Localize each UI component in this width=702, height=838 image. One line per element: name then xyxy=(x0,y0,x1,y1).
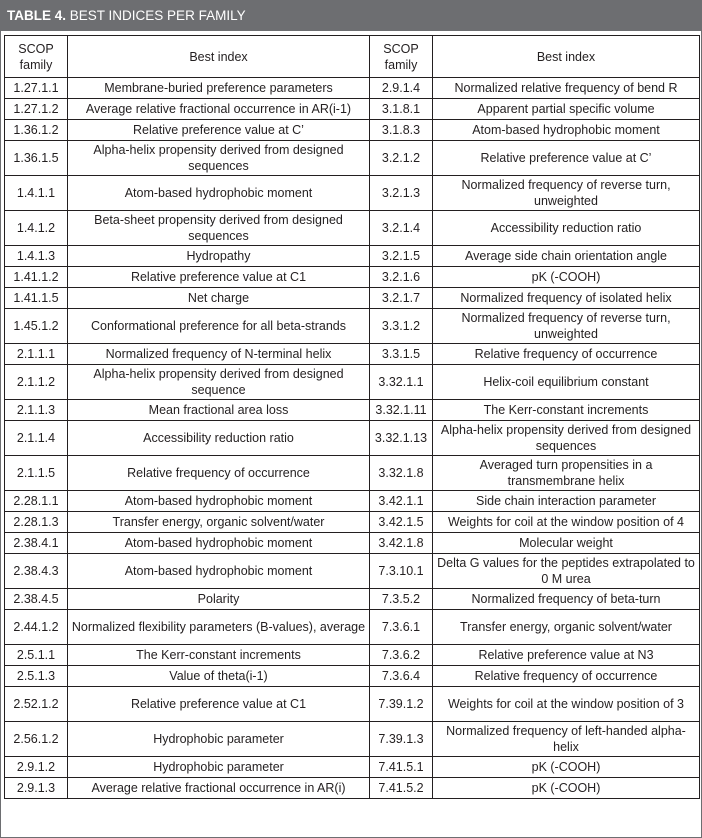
cell-best-index: Hydrophobic parameter xyxy=(68,757,370,778)
cell-best-index: Net charge xyxy=(68,288,370,309)
cell-scop-family: 2.38.4.1 xyxy=(5,533,68,554)
cell-scop-family: 2.38.4.3 xyxy=(5,554,68,589)
cell-scop-family: 1.27.1.1 xyxy=(5,78,68,99)
cell-best-index: Transfer energy, organic solvent/water xyxy=(433,610,700,645)
cell-best-index: Apparent partial specific volume xyxy=(433,99,700,120)
best-indices-table xyxy=(4,35,700,799)
cell-best-index: Hydropathy xyxy=(68,246,370,267)
table-row xyxy=(5,778,700,799)
table-row xyxy=(5,722,700,757)
cell-scop-family: 3.3.1.2 xyxy=(370,309,433,344)
table-row xyxy=(5,309,700,344)
cell-best-index: Relative preference value at C’ xyxy=(433,141,700,176)
cell-best-index: Conformational preference for all beta-strands xyxy=(68,309,370,344)
cell-best-index: Relative frequency of occurrence xyxy=(433,666,700,687)
table-row xyxy=(5,78,700,99)
cell-scop-family: 2.9.1.4 xyxy=(370,78,433,99)
cell-scop-family: 1.36.1.2 xyxy=(5,120,68,141)
cell-best-index: Relative frequency of occurrence xyxy=(433,344,700,365)
table-row xyxy=(5,267,700,288)
cell-best-index: Transfer energy, organic solvent/water xyxy=(68,512,370,533)
table-row xyxy=(5,176,700,211)
table-title: BEST INDICES PER FAMILY xyxy=(69,8,246,23)
cell-scop-family: 3.42.1.5 xyxy=(370,512,433,533)
cell-best-index: Beta-sheet propensity derived from designed sequences xyxy=(68,211,370,246)
cell-best-index: Atom-based hydrophobic moment xyxy=(68,491,370,512)
cell-scop-family: 2.1.1.3 xyxy=(5,400,68,421)
cell-scop-family: 1.4.1.3 xyxy=(5,246,68,267)
cell-scop-family: 1.36.1.5 xyxy=(5,141,68,176)
table-row xyxy=(5,246,700,267)
cell-best-index: Relative preference value at C1 xyxy=(68,687,370,722)
table-title-bar xyxy=(1,1,701,31)
header-best-index-1: Best index xyxy=(68,36,370,78)
cell-scop-family: 1.41.1.2 xyxy=(5,267,68,288)
table-row xyxy=(5,365,700,400)
cell-scop-family: 3.1.8.3 xyxy=(370,120,433,141)
cell-scop-family: 3.42.1.8 xyxy=(370,533,433,554)
cell-best-index: Atom-based hydrophobic moment xyxy=(68,533,370,554)
header-best-index-2: Best index xyxy=(433,36,700,78)
cell-best-index: Membrane-buried preference parameters xyxy=(68,78,370,99)
cell-best-index: Molecular weight xyxy=(433,533,700,554)
cell-scop-family: 2.1.1.2 xyxy=(5,365,68,400)
cell-scop-family: 7.3.10.1 xyxy=(370,554,433,589)
cell-best-index: pK (-COOH) xyxy=(433,757,700,778)
table-row xyxy=(5,610,700,645)
cell-scop-family: 7.3.5.2 xyxy=(370,589,433,610)
table-row xyxy=(5,400,700,421)
cell-scop-family: 2.56.1.2 xyxy=(5,722,68,757)
cell-scop-family: 2.28.1.1 xyxy=(5,491,68,512)
cell-best-index: Polarity xyxy=(68,589,370,610)
cell-scop-family: 3.2.1.4 xyxy=(370,211,433,246)
cell-best-index: Atom-based hydrophobic moment xyxy=(68,176,370,211)
cell-scop-family: 2.9.1.2 xyxy=(5,757,68,778)
table-row xyxy=(5,344,700,365)
table-row xyxy=(5,211,700,246)
table-row xyxy=(5,288,700,309)
cell-scop-family: 2.1.1.5 xyxy=(5,456,68,491)
cell-best-index: Normalized flexibility parameters (B-values), average xyxy=(68,610,370,645)
cell-best-index: Relative preference value at C1 xyxy=(68,267,370,288)
table-label: TABLE 4. xyxy=(7,8,67,23)
cell-scop-family: 1.4.1.1 xyxy=(5,176,68,211)
cell-best-index: Normalized frequency of reverse turn, unweighted xyxy=(433,176,700,211)
cell-best-index: Alpha-helix propensity derived from designed sequences xyxy=(68,141,370,176)
cell-best-index: The Kerr-constant increments xyxy=(68,645,370,666)
cell-scop-family: 2.5.1.1 xyxy=(5,645,68,666)
cell-best-index: pK (-COOH) xyxy=(433,778,700,799)
table-row xyxy=(5,666,700,687)
cell-best-index: Alpha-helix propensity derived from designed sequences xyxy=(433,421,700,456)
cell-scop-family: 1.41.1.5 xyxy=(5,288,68,309)
table-row xyxy=(5,645,700,666)
table-row xyxy=(5,533,700,554)
cell-scop-family: 1.27.1.2 xyxy=(5,99,68,120)
cell-scop-family: 1.45.1.2 xyxy=(5,309,68,344)
cell-best-index: Atom-based hydrophobic moment xyxy=(68,554,370,589)
cell-best-index: Relative preference value at N3 xyxy=(433,645,700,666)
table-row xyxy=(5,456,700,491)
cell-scop-family: 3.32.1.8 xyxy=(370,456,433,491)
cell-best-index: Weights for coil at the window position of 4 xyxy=(433,512,700,533)
table-row xyxy=(5,589,700,610)
cell-scop-family: 3.1.8.1 xyxy=(370,99,433,120)
cell-best-index: The Kerr-constant increments xyxy=(433,400,700,421)
cell-best-index: Mean fractional area loss xyxy=(68,400,370,421)
cell-best-index: Delta G values for the peptides extrapolated to 0 M urea xyxy=(433,554,700,589)
table-body xyxy=(5,78,700,799)
cell-scop-family: 2.44.1.2 xyxy=(5,610,68,645)
cell-best-index: Normalized frequency of reverse turn, unweighted xyxy=(433,309,700,344)
cell-best-index: pK (-COOH) xyxy=(433,267,700,288)
cell-best-index: Alpha-helix propensity derived from designed sequence xyxy=(68,365,370,400)
cell-scop-family: 7.41.5.2 xyxy=(370,778,433,799)
cell-scop-family: 7.3.6.2 xyxy=(370,645,433,666)
cell-scop-family: 2.1.1.1 xyxy=(5,344,68,365)
cell-scop-family: 2.1.1.4 xyxy=(5,421,68,456)
cell-best-index: Relative preference value at C’ xyxy=(68,120,370,141)
table-row xyxy=(5,554,700,589)
cell-best-index: Accessibility reduction ratio xyxy=(433,211,700,246)
cell-best-index: Relative frequency of occurrence xyxy=(68,456,370,491)
cell-best-index: Normalized frequency of N-terminal helix xyxy=(68,344,370,365)
table-row xyxy=(5,687,700,722)
cell-scop-family: 3.2.1.6 xyxy=(370,267,433,288)
cell-scop-family: 2.52.1.2 xyxy=(5,687,68,722)
table-row xyxy=(5,512,700,533)
cell-scop-family: 3.42.1.1 xyxy=(370,491,433,512)
cell-scop-family: 7.39.1.3 xyxy=(370,722,433,757)
cell-best-index: Value of theta(i-1) xyxy=(68,666,370,687)
cell-best-index: Average side chain orientation angle xyxy=(433,246,700,267)
cell-scop-family: 7.41.5.1 xyxy=(370,757,433,778)
table-row xyxy=(5,757,700,778)
cell-best-index: Atom-based hydrophobic moment xyxy=(433,120,700,141)
cell-scop-family: 7.3.6.1 xyxy=(370,610,433,645)
cell-scop-family: 3.32.1.13 xyxy=(370,421,433,456)
header-scop-family-1: SCOP family xyxy=(5,36,68,78)
cell-best-index: Side chain interaction parameter xyxy=(433,491,700,512)
cell-scop-family: 3.2.1.3 xyxy=(370,176,433,211)
cell-best-index: Hydrophobic parameter xyxy=(68,722,370,757)
cell-best-index: Averaged turn propensities in a transmembrane helix xyxy=(433,456,700,491)
cell-scop-family: 2.38.4.5 xyxy=(5,589,68,610)
cell-scop-family: 3.32.1.1 xyxy=(370,365,433,400)
cell-scop-family: 7.3.6.4 xyxy=(370,666,433,687)
table-row xyxy=(5,99,700,120)
cell-best-index: Accessibility reduction ratio xyxy=(68,421,370,456)
cell-scop-family: 2.5.1.3 xyxy=(5,666,68,687)
cell-best-index: Helix-coil equilibrium constant xyxy=(433,365,700,400)
table-row xyxy=(5,120,700,141)
cell-scop-family: 2.28.1.3 xyxy=(5,512,68,533)
cell-best-index: Normalized frequency of left-handed alpha-helix xyxy=(433,722,700,757)
header-scop-family-2: SCOP family xyxy=(370,36,433,78)
cell-scop-family: 3.2.1.7 xyxy=(370,288,433,309)
cell-scop-family: 3.2.1.2 xyxy=(370,141,433,176)
cell-best-index: Weights for coil at the window position of 3 xyxy=(433,687,700,722)
cell-best-index: Normalized frequency of beta-turn xyxy=(433,589,700,610)
table-header-row xyxy=(5,36,700,78)
table-row xyxy=(5,141,700,176)
cell-best-index: Average relative fractional occurrence in AR(i-1) xyxy=(68,99,370,120)
cell-scop-family: 7.39.1.2 xyxy=(370,687,433,722)
cell-best-index: Normalized relative frequency of bend R xyxy=(433,78,700,99)
cell-best-index: Normalized frequency of isolated helix xyxy=(433,288,700,309)
table-row xyxy=(5,491,700,512)
cell-scop-family: 3.32.1.11 xyxy=(370,400,433,421)
table-row xyxy=(5,421,700,456)
cell-scop-family: 3.2.1.5 xyxy=(370,246,433,267)
cell-scop-family: 3.3.1.5 xyxy=(370,344,433,365)
cell-best-index: Average relative fractional occurrence in AR(i) xyxy=(68,778,370,799)
cell-scop-family: 1.4.1.2 xyxy=(5,211,68,246)
cell-scop-family: 2.9.1.3 xyxy=(5,778,68,799)
